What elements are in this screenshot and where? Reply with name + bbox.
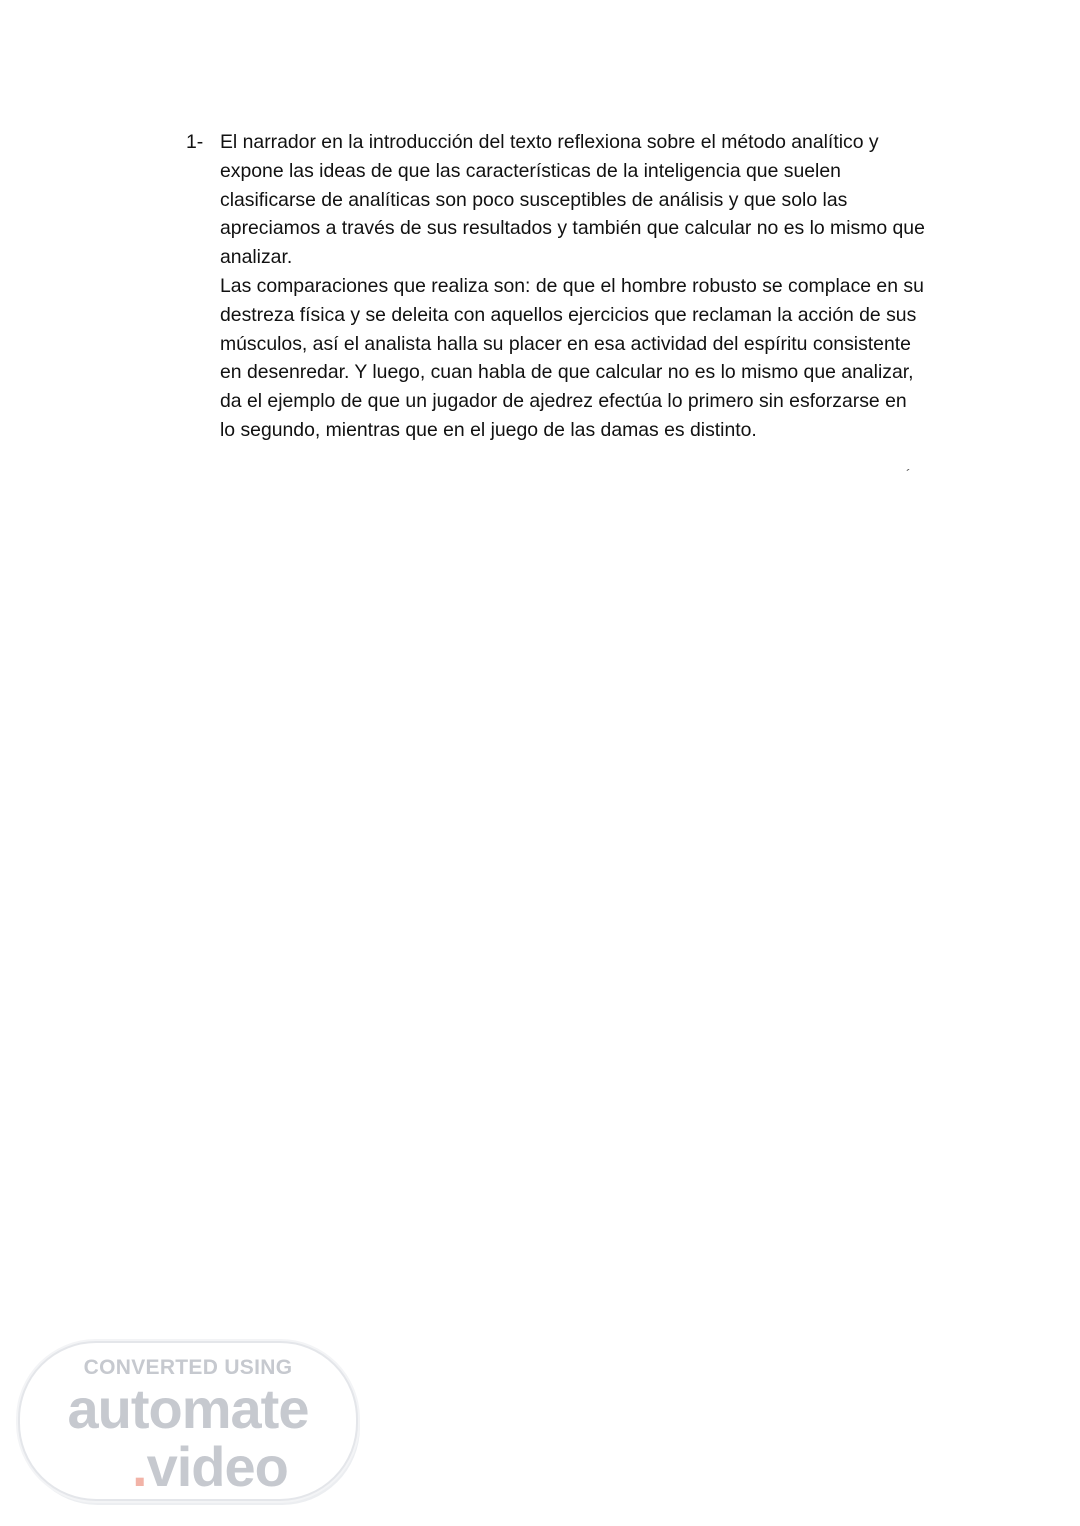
stray-mark: ´ — [906, 466, 911, 482]
watermark-automate: automate — [67, 1377, 309, 1440]
paragraph-introduction: El narrador en la introducción del texto reflexiona sobre el método analítico y expone las ideas de que las características de la inteligencia que suelen clasificarse de analíticas son poco susceptibles de análisis y que solo las apreciamos a través de sus resultados y también que calcular no es lo mismo que analizar. — [220, 131, 925, 269]
list-number: 1- — [186, 131, 204, 153]
watermark-badge — [18, 1341, 358, 1501]
paragraph-comparisons: Las comparaciones que realiza son: de que el hombre robusto se complace en su destreza física y se deleita con aquellos ejercicios que reclaman la acción de sus músculos, así el analista halla su placer en esa actividad del espíritu consistente en desenredar. Y luego, cuan habla de que calcular no es lo mismo que analizar, da el ejemplo de que un jugador de ajedrez efectúa lo primero sin esforzarse en lo segundo, mientras que en el juego de las damas es distinto. — [220, 274, 924, 441]
watermark-dot: . — [132, 1435, 147, 1498]
list-item-body — [220, 128, 926, 445]
watermark-video — [132, 1435, 288, 1499]
watermark-converted-using: CONVERTED USING — [83, 1356, 293, 1379]
watermark-video-text: video — [146, 1435, 288, 1498]
